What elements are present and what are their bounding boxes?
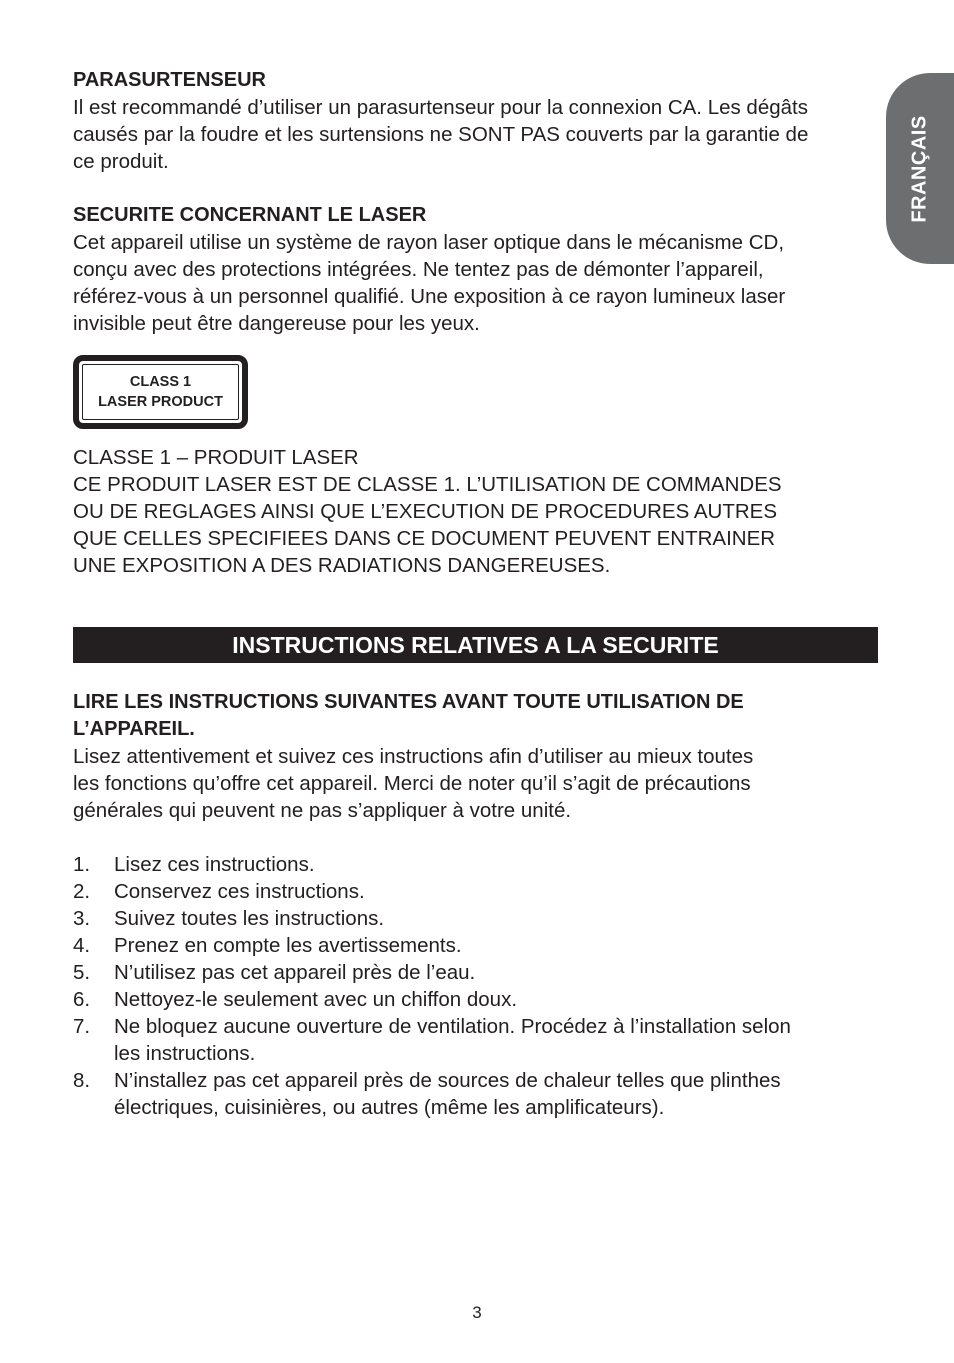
- list-item-number: 8.: [73, 1069, 91, 1092]
- surge-section: [73, 67, 883, 175]
- language-tab-label: FRANÇAIS: [908, 114, 931, 223]
- list-item-text: N’installez pas cet appareil près de sources de chaleur telles que plinthes électriques, cuisinières, ou autres (même les amplificateurs).: [114, 1069, 781, 1119]
- laser-label-line1: CLASS 1: [129, 374, 192, 390]
- list-item-text: Nettoyez-le seulement avec un chiffon doux.: [114, 988, 518, 1011]
- safety-intro: Lisez attentivement et suivez ces instructions afin d’utiliser au mieux toutes les fonctions qu’offre cet appareil. Merci de noter qu’il s’agit de précautions générales qui peuvent ne pas s’appliquer à votre unité.: [73, 745, 754, 822]
- list-item: [73, 1067, 883, 1121]
- surge-heading: PARASURTENSEUR: [73, 69, 266, 91]
- list-item: [73, 905, 883, 932]
- list-item-text: Conservez ces instructions.: [114, 880, 365, 903]
- laser-heading: SECURITE CONCERNANT LE LASER: [73, 204, 427, 226]
- list-item: [73, 932, 883, 959]
- page-number: 3: [472, 1303, 482, 1322]
- list-item-number: 6.: [73, 988, 91, 1011]
- page-content: [73, 67, 883, 1121]
- list-item-number: 5.: [73, 961, 91, 984]
- list-item: [73, 878, 883, 905]
- list-item-number: 1.: [73, 853, 91, 876]
- list-item-text: N’utilisez pas cet appareil près de l’eau.: [114, 961, 476, 984]
- laser-class-title: CLASSE 1 – PRODUIT LASER: [73, 446, 359, 469]
- laser-label-line2: LASER PRODUCT: [98, 394, 223, 410]
- list-item: [73, 959, 883, 986]
- laser-section: [73, 202, 883, 579]
- class1-laser-label: [73, 355, 248, 429]
- safety-section: [73, 689, 883, 1121]
- laser-warning: CE PRODUIT LASER EST DE CLASSE 1. L’UTILISATION DE COMMANDES OU DE REGLAGES AINSI QUE L’EXECUTION DE PROCEDURES AUTRES QUE CELLES SPECIFIEES DANS CE DOCUMENT PEUVENT ENTRAINER UNE EXPOSITION A DES RADIATIONS DANGEREUSES.: [73, 473, 782, 577]
- list-item-text: Lisez ces instructions.: [114, 853, 315, 876]
- safety-banner: INSTRUCTIONS RELATIVES A LA SECURITE: [73, 627, 878, 663]
- surge-body: Il est recommandé d’utiliser un parasurtenseur pour la connexion CA. Les dégâts causés par la foudre et les surtensions ne SONT PAS couverts par la garantie de ce produit.: [73, 96, 809, 173]
- safety-subheading: LIRE LES INSTRUCTIONS SUIVANTES AVANT TOUTE UTILISATION DE L’APPAREIL.: [73, 691, 744, 740]
- language-tab: [886, 73, 954, 264]
- list-item-text: Suivez toutes les instructions.: [114, 907, 385, 930]
- list-item-number: 3.: [73, 907, 91, 930]
- list-item: [73, 1013, 883, 1067]
- list-item-number: 7.: [73, 1015, 91, 1038]
- laser-body: Cet appareil utilise un système de rayon laser optique dans le mécanisme CD, conçu avec des protections intégrées. Ne tentez pas de démonter l’appareil, référez-vous à un personnel qualifié. Une exposition à ce rayon lumineux laser invisible peut être dangereuse pour les yeux.: [73, 231, 786, 335]
- list-item-number: 4.: [73, 934, 91, 957]
- list-item: [73, 986, 883, 1013]
- list-item-number: 2.: [73, 880, 91, 903]
- instructions-list: [73, 851, 883, 1121]
- list-item: [73, 851, 883, 878]
- list-item-text: Ne bloquez aucune ouverture de ventilation. Procédez à l’installation selon les instructions.: [114, 1015, 791, 1065]
- class1-laser-label-inner: [82, 364, 239, 420]
- list-item-text: Prenez en compte les avertissements.: [114, 934, 462, 957]
